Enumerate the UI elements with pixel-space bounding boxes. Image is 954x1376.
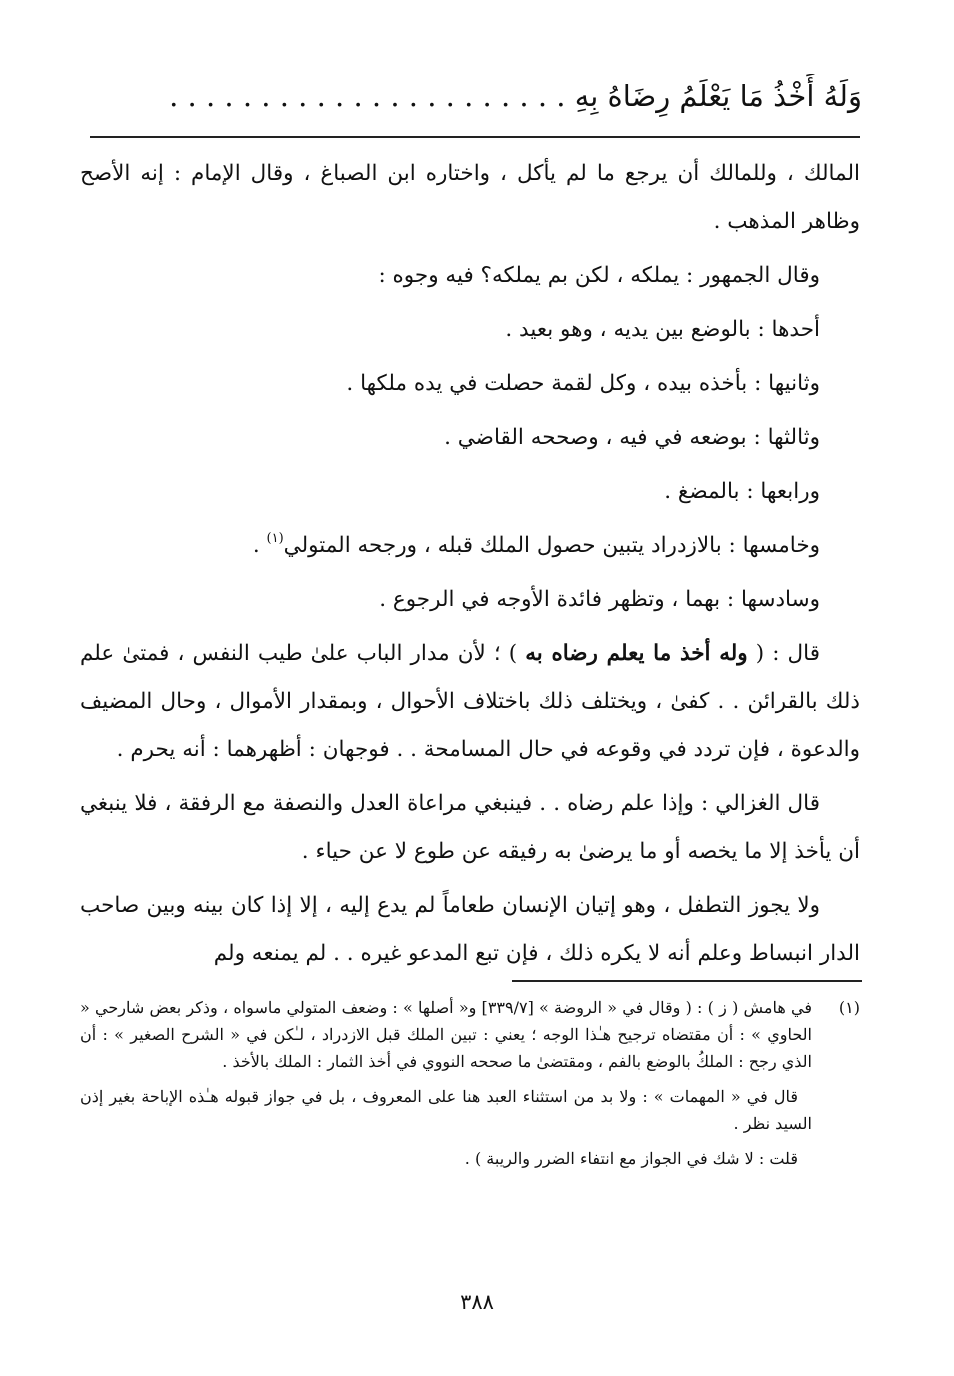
page-number: ٣٨٨	[460, 1290, 494, 1314]
paragraph-3: أحدها : بالوضع بين يديه ، وهو بعيد .	[505, 317, 820, 342]
paragraph-6: ورابعها : بالمضغ .	[664, 479, 820, 504]
footnote-1-continuation-1: قال في « المهمات » : ولا بد من استثناء العبد هنا على المعروف ، بل في جواز قبوله هـٰذه الإباحة بغير إذن السيد نظر .	[80, 1087, 812, 1133]
footnotes	[80, 994, 860, 1180]
matn-quote: وله أخذ ما يعلم رضاه به	[525, 641, 748, 666]
header-dot-leader: . . . . . . . . . . . . . . . . . . . . .	[169, 79, 548, 113]
paragraph-9-rest: ) ؛ لأن مدار الباب علىٰ طيب النفس ، فمتىٰ علم ذلك بالقرائن . . كفىٰ ، ويختلف ذلك باختلاف الأحوال ، وبمقدار الأموال ، وحال المضيف والدعوة ، فإن تردد في وقوعه في حال المسامحة . . فوجهان : أظهرهما : أنه يحرم .	[80, 641, 860, 762]
footnote-1	[80, 994, 860, 1075]
paragraph-7-end: .	[252, 533, 267, 558]
paragraph-7	[80, 522, 860, 570]
header-rule	[90, 136, 860, 138]
paragraph-9	[80, 630, 860, 774]
paragraph-1: المالك ، وللمالك أن يرجع ما لم يأكل ، واختاره ابن الصباغ ، وقال الإمام : إنه الأصح وظاهر المذهب .	[80, 161, 860, 234]
paragraph-4: وثانيها : بأخذه بيده ، وكل لقمة حصلت في يده ملكها .	[346, 371, 820, 396]
footnote-reference[interactable]: (١)	[266, 531, 284, 546]
footnote-1-text: في هامش ( ز ) : ( وقال في « الروضة » [٣٣٩/٧] و« أصلها » : وضعف المتولي ماسواه ، وذكر بعض شارحي « الحاوي » : أن مقتضاه ترجيح هـٰذا الوجه ؛ يعني : تبين الملك قبل الازدراد ، لـٰكن في « الشرح الصغير » : أن الذي رجح : الملكُ بالوضع بالفم ، ومقتضىٰ ما صححه النووي في أخذ الثمار : الملك بالأخذ .	[80, 998, 813, 1071]
footnote-number: (١)	[838, 998, 860, 1017]
paragraph-9-lead: قال : (	[747, 641, 820, 666]
main-text	[80, 150, 860, 984]
paragraph-5: وثالثها : بوضعه في فيه ، وصححه القاضي .	[444, 425, 820, 450]
paragraph-7-text: وخامسها : بالازدراد يتبين حصول الملك قبله ، ورجحه المتولي	[283, 533, 820, 558]
footnote-1-continuation-2: قلت : لا شك في الجواز مع انتفاء الضرر والريبة ) .	[464, 1149, 798, 1168]
footnote-rule	[512, 980, 862, 982]
running-header	[82, 74, 862, 118]
paragraph-8: وسادسها : بهما ، وتظهر فائدة الأوجه في الرجوع .	[379, 587, 820, 612]
paragraph-10: قال الغزالي : وإذا علم رضاه . . فينبغي مراعاة العدل والنصفة مع الرفقة ، فلا ينبغي أن يأخذ إلا ما يخصه أو ما يرضىٰ به رفيقه عن طوع لا عن حياء .	[80, 791, 860, 864]
paragraph-2: وقال الجمهور : يملكه ، لكن بم يملكه؟ فيه وجوه :	[378, 263, 820, 288]
paragraph-11: ولا يجوز التطفل ، وهو إتيان الإنسان طعاماً لم يدع إليه ، إلا إذا كان بينه وبين صاحب الدار انبساط وعلم أنه لا يكره ذلك ، فإن تبع المدعو غيره . . لم يمنعه ولم	[80, 893, 860, 966]
header-title-text: وَلَهُ أَخْذُ مَا يَعْلَمُ رِضَاهُ بِهِ .	[556, 79, 862, 113]
